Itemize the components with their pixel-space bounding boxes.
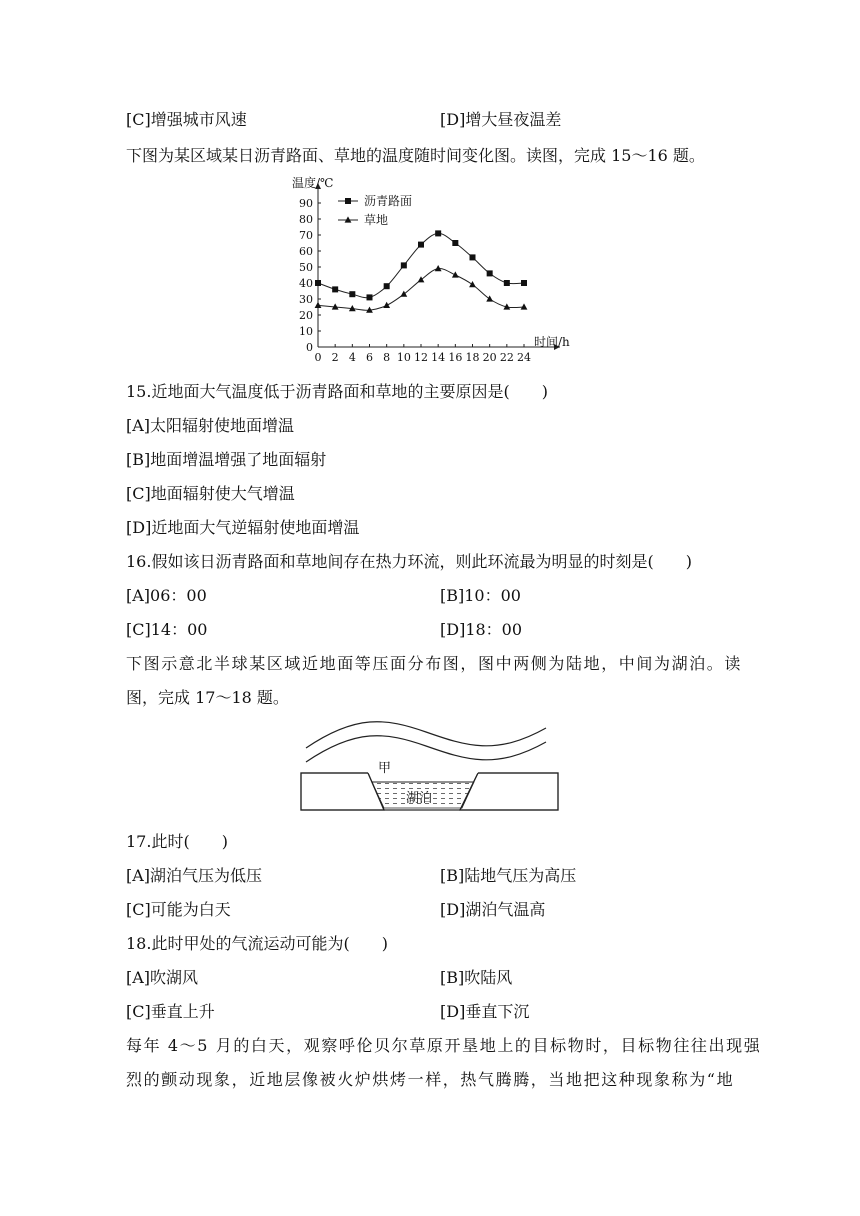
x-tick-label: 6 <box>366 351 373 364</box>
q17-option-d: [D]湖泊气温高 <box>440 900 546 919</box>
x-tick-label: 22 <box>499 351 514 364</box>
series-2-point <box>521 303 528 309</box>
y-tick-label: 10 <box>299 325 313 338</box>
q18-option-b: [B]吹陆风 <box>440 968 513 987</box>
x-tick-label: 10 <box>396 351 411 364</box>
series-1-point <box>384 283 390 289</box>
isobar-lower <box>306 736 546 762</box>
series-2-point <box>435 265 442 271</box>
x-axis-label: 时间/h <box>534 335 570 349</box>
series-1-point <box>418 242 424 248</box>
q16-stem: 16.假如该日沥青路面和草地间存在热力环流，则此环流最为明显的时刻是( ) <box>126 552 692 571</box>
q16-option-a: [A]06：00 <box>126 586 207 605</box>
final-para-line2: 烈的颤动现象，近地层像被火炉烘烤一样，热气腾腾，当地把这种现象称为“地 <box>126 1070 735 1089</box>
series-2-point <box>383 302 390 308</box>
series-1-point <box>521 280 527 286</box>
series-2-point <box>469 281 476 287</box>
q18-option-d: [D]垂直下沉 <box>440 1002 530 1021</box>
q15-option-c: [C]地面辐射使大气增温 <box>126 484 295 503</box>
y-tick-label: 0 <box>306 341 313 354</box>
series-2-point <box>315 302 322 308</box>
option-c-prev: [C]增强城市风速 <box>126 110 247 129</box>
y-tick-label: 20 <box>299 309 313 322</box>
q16-option-b: [B]10：00 <box>440 586 521 605</box>
q17-option-c: [C]可能为白天 <box>126 900 231 919</box>
series-1-point <box>452 240 458 246</box>
series-1-point <box>401 262 407 268</box>
final-para-line1: 每年 4～5 月的白天，观察呼伦贝尔草原开垦地上的目标物时，目标物往往出现强 <box>126 1036 762 1055</box>
x-tick-label: 4 <box>348 351 356 364</box>
temperature-line-chart <box>280 176 590 368</box>
label-lake: 湖泊 <box>406 791 433 806</box>
y-tick-label: 30 <box>299 293 313 306</box>
q15-stem: 15.近地面大气温度低于沥青路面和草地的主要原因是( ) <box>126 382 548 401</box>
y-tick-label: 50 <box>299 261 313 274</box>
y-tick-label: 80 <box>299 213 313 226</box>
series-2-point <box>418 276 425 282</box>
q15-option-b: [B]地面增温增强了地面辐射 <box>126 450 327 469</box>
series-line-2 <box>318 269 524 311</box>
legend-label-2: 草地 <box>364 213 389 227</box>
series-2-point <box>400 291 407 297</box>
q17-stem: 17.此时( ) <box>126 832 228 851</box>
q18-stem: 18.此时甲处的气流运动可能为( ) <box>126 934 388 953</box>
y-tick-label: 60 <box>299 245 313 258</box>
y-tick-label: 40 <box>299 277 313 290</box>
q18-option-c: [C]垂直上升 <box>126 1002 215 1021</box>
series-1-point <box>487 270 493 276</box>
q16-option-d: [D]18：00 <box>440 620 523 639</box>
series-2-point <box>452 271 459 277</box>
isobar-lake-diagram <box>296 716 562 816</box>
x-tick-label: 24 <box>517 351 531 364</box>
q15-option-a: [A]太阳辐射使地面增温 <box>126 416 295 435</box>
series-1-point <box>435 230 441 236</box>
series-2-point <box>486 295 493 301</box>
x-tick-label: 20 <box>482 351 497 364</box>
label-jia: 甲 <box>378 761 392 776</box>
y-tick-label: 70 <box>299 229 313 242</box>
legend-marker-1 <box>345 198 351 204</box>
intro-17-18-line2: 图，完成 17～18 题。 <box>126 688 289 707</box>
x-tick-label: 16 <box>448 351 463 364</box>
q15-option-d: [D]近地面大气逆辐射使地面增温 <box>126 518 360 537</box>
legend-label-1: 沥青路面 <box>364 194 413 208</box>
series-1-point <box>470 254 476 260</box>
q16-option-c: [C]14：00 <box>126 620 208 639</box>
isobar-upper <box>306 722 546 748</box>
series-1-point <box>349 291 355 297</box>
series-1-point <box>332 286 338 292</box>
option-d-prev: [D]增大昼夜温差 <box>440 110 562 129</box>
x-tick-label: 12 <box>414 351 428 364</box>
y-tick-label: 90 <box>299 197 313 210</box>
x-tick-label: 0 <box>314 351 322 364</box>
y-axis-label: 温度/℃ <box>292 176 334 190</box>
x-tick-label: 2 <box>331 351 339 364</box>
series-1-point <box>504 280 510 286</box>
q17-option-a: [A]湖泊气压为低压 <box>126 866 263 885</box>
x-tick-label: 18 <box>465 351 480 364</box>
intro-17-18-line1: 下图示意北半球某区域近地面等压面分布图，图中两侧为陆地，中间为湖泊。读 <box>126 654 743 673</box>
q18-option-a: [A]吹湖风 <box>126 968 199 987</box>
intro-15-16: 下图为某区域某日沥青路面、草地的温度随时间变化图。读图，完成 15～16 题。 <box>126 146 705 165</box>
series-1-point <box>315 280 321 286</box>
series-1-point <box>367 294 373 300</box>
x-tick-label: 14 <box>431 351 446 364</box>
x-tick-label: 8 <box>383 351 391 364</box>
q17-option-b: [B]陆地气压为高压 <box>440 866 577 885</box>
